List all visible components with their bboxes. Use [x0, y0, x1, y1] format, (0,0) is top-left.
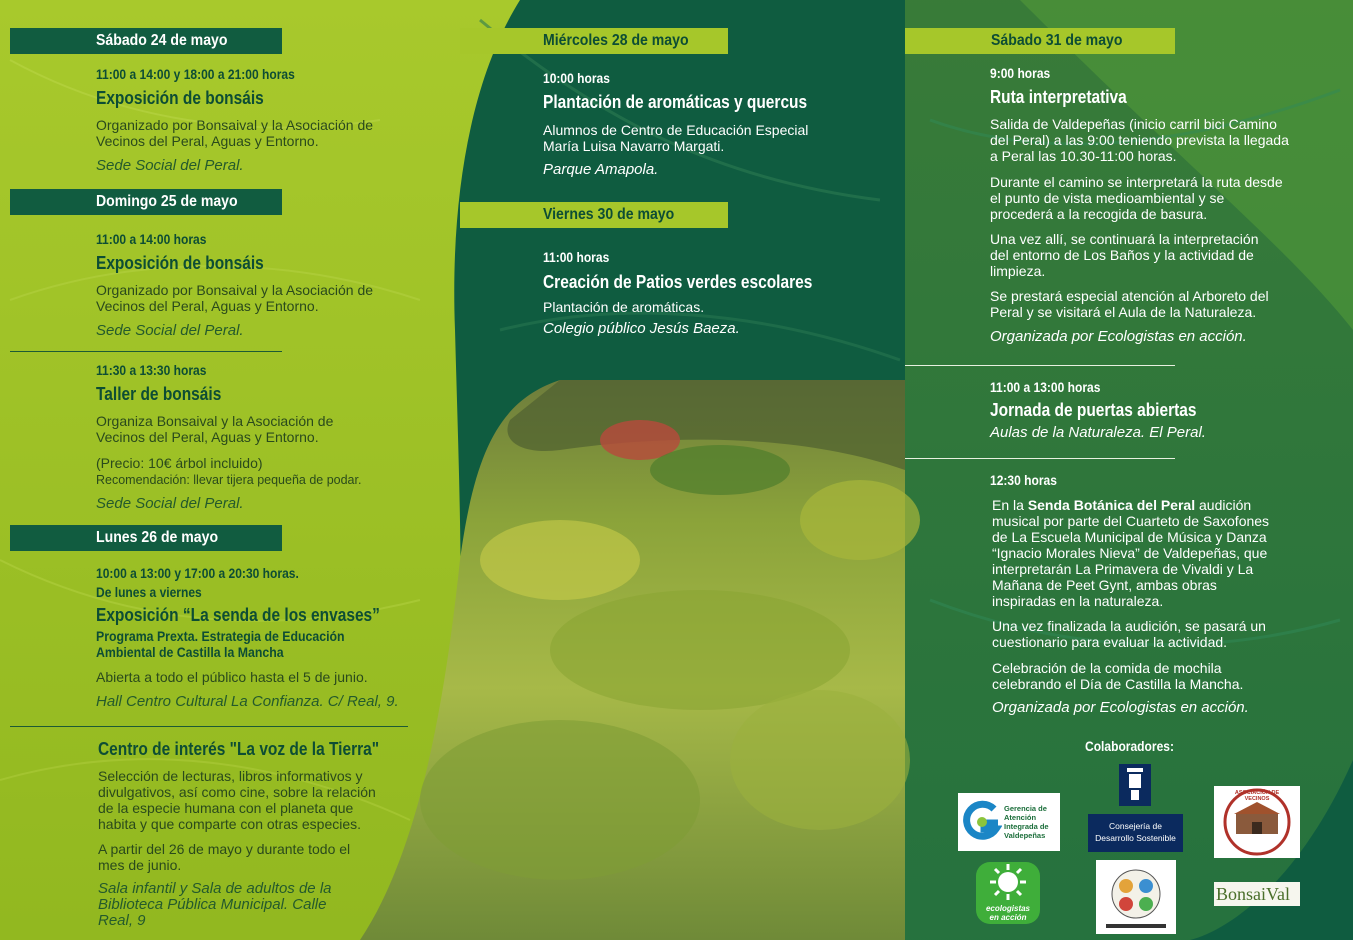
consejeria-line-2: Desarrollo Sostenible — [1095, 833, 1176, 843]
event-dates: A partir del 26 de mayo y durante todo el mes de junio. — [98, 841, 351, 873]
header-domingo-25 — [10, 189, 282, 215]
consejeria-line-1: Consejería de — [1109, 821, 1162, 831]
event-title: Plantación de aromáticas y quercus — [543, 92, 808, 112]
event-description: Organiza Bonsaival y la Asociación de Vecinos del Peral, Aguas y Entorno. — [96, 413, 334, 445]
gerencia-logo — [958, 793, 1060, 851]
divider — [905, 365, 1175, 366]
event-title: Exposición de bonsáis — [96, 253, 264, 273]
ecologistas-line-1: ecologistas — [985, 904, 1030, 913]
header-lunes-26-label: Lunes 26 de mayo — [96, 529, 219, 546]
event-description: Se prestará especial atención al Arboreto del Peral y se visitará el Aula de la Naturaleza. — [990, 288, 1269, 320]
event-title: Jornada de puertas abiertas — [990, 400, 1197, 420]
event-time: 11:00 a 13:00 horas — [990, 379, 1101, 395]
ecologistas-line-2: en acción — [989, 913, 1027, 922]
event-time: 10:00 horas — [543, 70, 610, 86]
bonsaival-logo — [1214, 882, 1300, 906]
event-description — [992, 497, 1282, 609]
event-description: Salida de Valdepeñas (inicio carril bici Camino del Peral) a las 9:00 teniendo prevista la llegada a Peral las 10.30-11:00 horas. — [990, 116, 1289, 164]
event-subtitle: Ambiental de Castilla la Mancha — [96, 644, 284, 660]
event-time: 11:00 a 14:00 y 18:00 a 21:00 horas — [96, 66, 295, 82]
text-run: audición musical por parte del Cuarteto de Saxofones de La Escuela Municipal de Música y Danza “Ignacio Morales Nieva” de Valdepeñas, que interpretarán La Primavera de Vivaldi y La Mañana de Peet Gynt, ambas obras inspiradas en la naturaleza. — [992, 497, 1270, 609]
event-description: Plantación de aromáticas. — [543, 299, 705, 315]
event-place: Sede Social del Peral. — [96, 157, 244, 174]
consejeria-logo — [1088, 762, 1183, 852]
gerencia-g-icon — [962, 799, 1002, 845]
event-organizer: Organizada por Ecologistas en acción. — [990, 328, 1247, 345]
header-viernes-30-label: Viernes 30 de mayo — [543, 206, 675, 223]
header-sabado-24-label: Sábado 24 de mayo — [96, 32, 228, 49]
school-logo — [1096, 860, 1176, 934]
header-miercoles-28 — [460, 28, 728, 54]
event-recommendation: Recomendación: llevar tijera pequeña de podar. — [96, 473, 362, 487]
event-title: Centro de interés "La voz de la Tierra" — [98, 739, 380, 759]
header-sabado-24 — [10, 28, 282, 54]
header-sabado-31 — [905, 28, 1175, 54]
collaborators-label: Colaboradores: — [1085, 738, 1174, 754]
asociacion-text: ASOCIACIÓN DE VECINOS — [1234, 790, 1280, 802]
consejeria-box — [1088, 814, 1183, 852]
header-viernes-30 — [460, 202, 728, 228]
event-place: Parque Amapola. — [543, 161, 659, 178]
event-description: Durante el camino se interpretará la ruta desde el punto de vista medioambiental y se procederá a la recogida de basura. — [990, 174, 1283, 222]
event-price: (Precio: 10€ árbol incluido) — [96, 455, 263, 471]
header-domingo-25-label: Domingo 25 de mayo — [96, 193, 238, 210]
bonsaival-text: BonsaiVal — [1216, 884, 1290, 904]
event-time: 12:30 horas — [990, 472, 1057, 488]
text-run: En la — [992, 497, 1028, 513]
asociacion-vecinos-logo — [1214, 786, 1300, 858]
ecologistas-logo — [976, 862, 1040, 924]
header-sabado-31-label: Sábado 31 de mayo — [991, 32, 1123, 49]
event-title: Ruta interpretativa — [990, 87, 1127, 107]
header-lunes-26 — [10, 525, 282, 551]
event-place: Aulas de la Naturaleza. El Peral. — [990, 424, 1206, 441]
event-title: Taller de bonsáis — [96, 384, 222, 404]
divider — [10, 726, 408, 727]
divider — [905, 458, 1175, 459]
event-description: Organizado por Bonsaival y la Asociación de Vecinos del Peral, Aguas y Entorno. — [96, 282, 374, 314]
event-place: Colegio público Jesús Baeza. — [543, 320, 740, 337]
event-description: Selección de lecturas, libros informativos y divulgativos, así como cine, sobre la relación de la especie humana con el planeta que habita y que comparte con otras especies. — [98, 768, 376, 832]
event-subtitle: Programa Prexta. Estrategia de Educación — [96, 628, 345, 644]
hands-circle-icon — [1096, 860, 1176, 934]
event-time: 9:00 horas — [990, 65, 1051, 81]
header-miercoles-28-label: Miércoles 28 de mayo — [543, 32, 689, 49]
event-place: Hall Centro Cultural La Confianza. C/ Real, 9. — [96, 693, 399, 710]
event-title: Exposición “La senda de los envases” — [96, 605, 380, 625]
event-place: Sede Social del Peral. — [96, 495, 244, 512]
event-description: Organizado por Bonsaival y la Asociación de Vecinos del Peral, Aguas y Entorno. — [96, 117, 374, 149]
ecologistas-sun-icon — [976, 862, 1040, 902]
event-title: Creación de Patios verdes escolares — [543, 272, 813, 292]
event-subtime: De lunes a viernes — [96, 584, 202, 600]
event-description: Abierta a todo el público hasta el 5 de junio. — [96, 669, 368, 685]
event-place: Sede Social del Peral. — [96, 322, 244, 339]
event-description: Celebración de la comida de mochila celebrando el Día de Castilla la Mancha. — [992, 660, 1244, 692]
event-time: 11:00 horas — [543, 249, 610, 265]
event-title: Exposición de bonsáis — [96, 88, 264, 108]
event-organizer: Organizada por Ecologistas en acción. — [992, 699, 1249, 716]
gerencia-text: Gerencia de Atención Integrada de Valdepeñas — [1004, 804, 1049, 840]
event-time: 11:00 a 14:00 horas — [96, 231, 207, 247]
event-place: Sala infantil y Sala de adultos de la Biblioteca Pública Municipal. Calle Real, 9 — [98, 880, 332, 929]
event-time: 10:00 a 13:00 y 17:00 a 20:30 horas. — [96, 565, 299, 581]
event-description: Alumnos de Centro de Educación Especial María Luisa Navarro Margati. — [543, 122, 809, 154]
senda-botanica-bold: Senda Botánica del Peral — [1027, 497, 1196, 513]
event-description: Una vez allí, se continuará la interpretación del entorno de Los Baños y la actividad de limpieza. — [990, 231, 1259, 279]
divider — [10, 351, 282, 352]
event-time: 11:30 a 13:30 horas — [96, 362, 207, 378]
event-description: Una vez finalizada la audición, se pasará un cuestionario para evaluar la actividad. — [992, 618, 1266, 650]
castilla-la-mancha-icon — [1117, 762, 1153, 808]
